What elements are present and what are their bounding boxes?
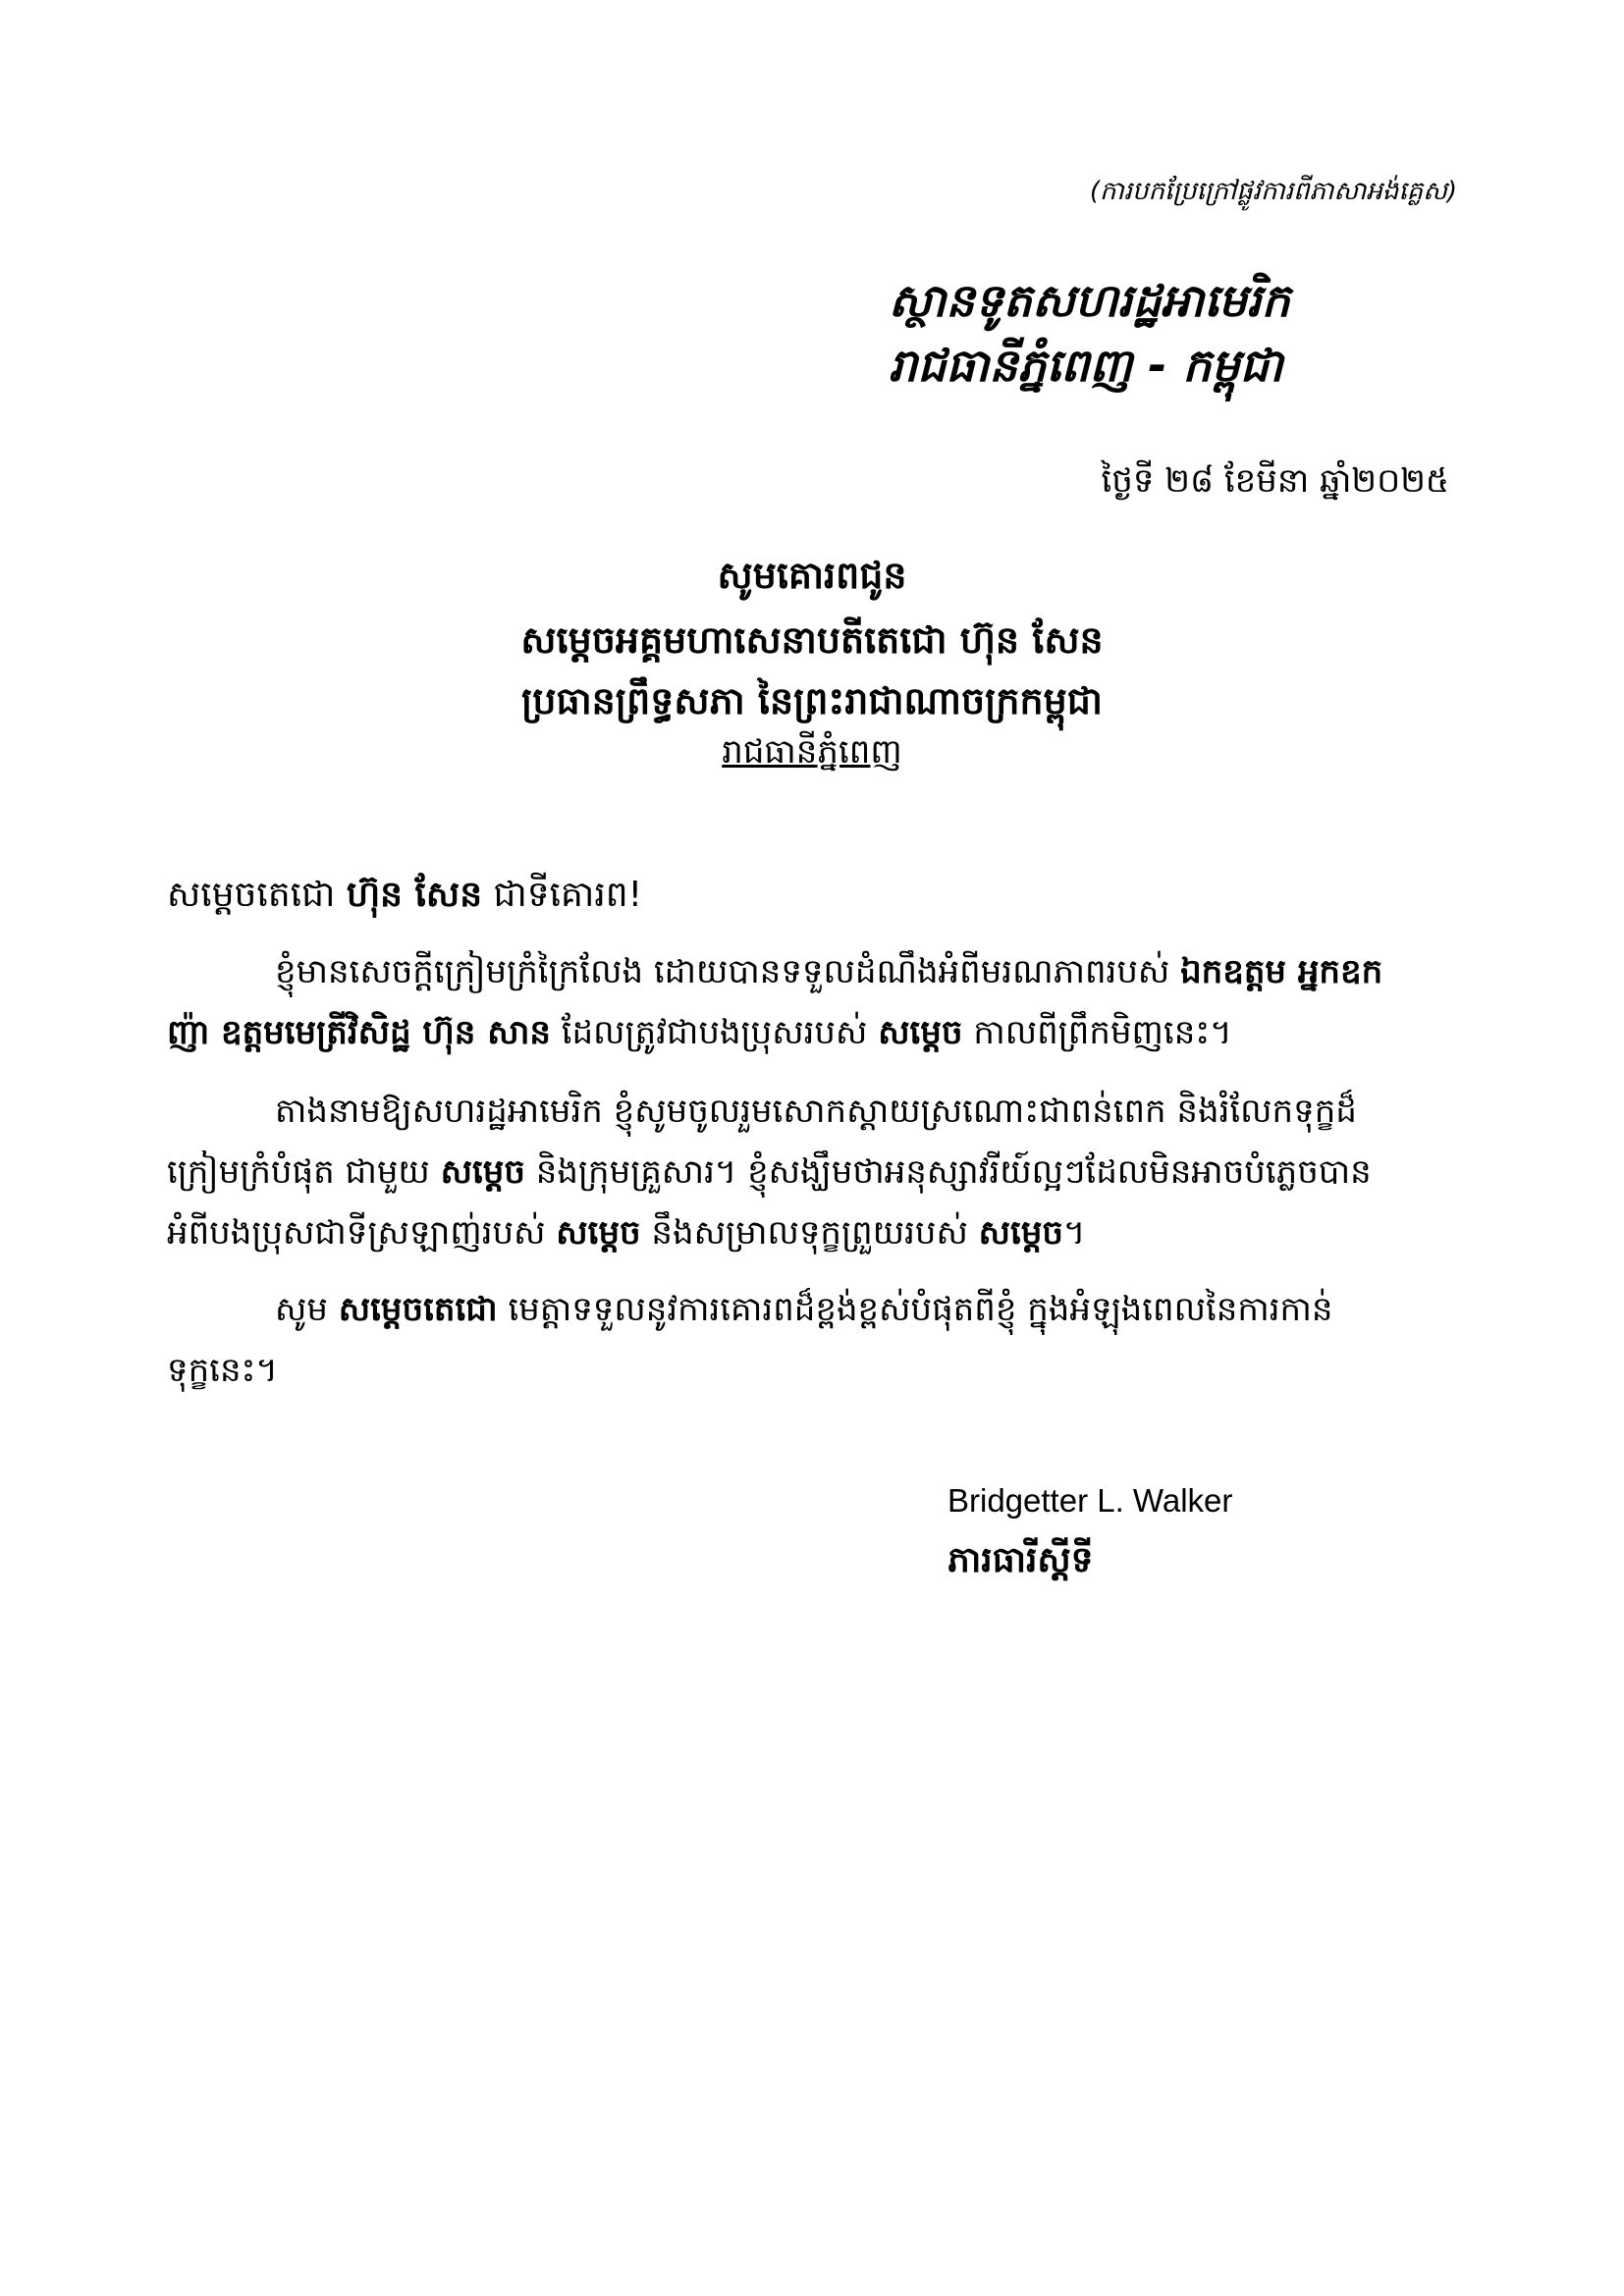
paragraph-2-line-2 [167,1150,1453,1200]
salutation-name: ហ៊ុន សែន [346,875,483,915]
signer-title: ភារធារីស្តីទី [947,1540,1094,1580]
p2-text: នឹងសម្រាលទុក្ខព្រួយរបស់ [640,1213,979,1253]
salutation-prefix: សម្តេចតេជោ [167,875,347,915]
p2-text: និងក្រុមគ្រួសារ។ ខ្ញុំសង្ឃឹមថាអនុស្សាវរីយ៍ល្អៗដែលមិនអាចបំភ្លេចបាន [524,1152,1372,1192]
paragraph-1-line-2 [167,1011,1453,1060]
p3-text: ទុក្ខនេះ។ [167,1351,278,1390]
paragraph-2-line-3 [167,1211,1453,1260]
p1-text: កាលពីព្រឹកមិញនេះ។ [962,1013,1232,1052]
recipient-name: សម្តេចអគ្គមហាសេនាបតីតេជោ ហ៊ុន សែន [520,618,1104,662]
p2-bold-samdech: សម្តេច [556,1213,641,1253]
recipient-title: ប្រធានព្រឹទ្ធសភា នៃព្រះរាជាណាចក្រកម្ពុជា [521,679,1103,722]
paragraph-3-line-2 [167,1349,1453,1398]
p1-bold-samdech: សម្តេច [878,1013,963,1052]
p1-bold-name: ញ៉ា ឧត្តមមេត្រីវិសិដ្ឋ ហ៊ុន សាន [167,1013,551,1052]
p1-text: ខ្ញុំមានសេចក្តីក្រៀមក្រំក្រៃលែង ដោយបានទទួលដំណឹងអំពីមរណភាពរបស់ [275,952,1181,991]
p2-bold-samdech: សម្តេច [978,1213,1063,1253]
p2-bold-samdech: សម្តេច [440,1152,525,1192]
p3-bold-samdech-techo: សម្តេចតេជោ [338,1290,498,1329]
recipient-city: រាជធានីភ្នំពេញ [722,732,902,772]
p2-text: អំពីបងប្រុសជាទីស្រឡាញ់របស់ [167,1213,557,1253]
paragraph-2-line-1 [167,1090,1453,1139]
p3-text: មេត្តាទទួលនូវការគោរពដ៏ខ្ពង់ខ្ពស់បំផុតពីខ្ញុំ ក្នុងអំឡុងពេលនៃការកាន់ [497,1290,1333,1329]
p2-text: ក្រៀមក្រំបំផុត ជាមួយ [167,1152,441,1192]
sender-location: រាជធានីភ្នំពេញ - កម្ពុជា [889,339,1283,392]
paragraph-3-line-1 [167,1288,1453,1337]
letter-date: ថ្ងៃទី ២៨ ខែមីនា ឆ្នាំ២០២៥ [1101,461,1449,501]
p1-text: ដែលត្រូវជាបងប្រុសរបស់ [550,1013,879,1052]
p3-text: សូម [275,1290,339,1329]
translation-note: (ការបកប្រែក្រៅផ្លូវការពីភាសាអង់គ្លេស) [1089,177,1457,206]
p1-bold-title: ឯកឧត្តម អ្នកឧក [1180,952,1383,991]
salutation [167,872,642,924]
p2-text: តាងនាមឱ្យសហរដ្ឋអាមេរិក ខ្ញុំសូមចូលរួមសោកស្តាយស្រណោះជាពន់ពេក និងរំលែកទុក្ខដ៏ [275,1092,1357,1131]
recipient-greeting: សូមគោរពជូន [717,554,907,597]
p2-text: ។ [1062,1213,1086,1253]
salutation-suffix: ជាទីគោរព! [482,875,643,915]
signer-name: Bridgetter L. Walker [947,1482,1233,1519]
paragraph-1-line-1 [167,950,1453,999]
sender-embassy: ស្ថានទូតសហរដ្ឋអាមេរិក [889,274,1290,327]
